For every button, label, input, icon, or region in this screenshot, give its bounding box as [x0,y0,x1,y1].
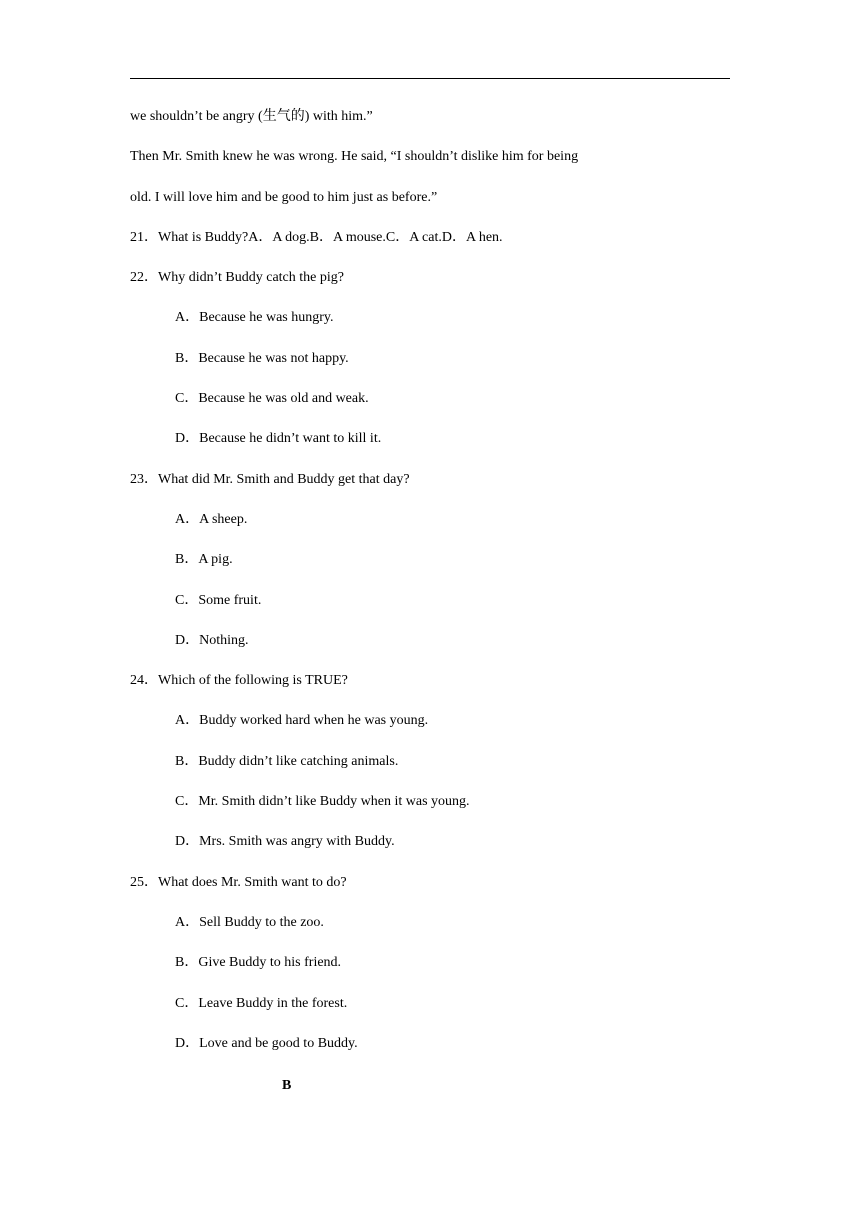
passage-line: we shouldn’t be angry (生气的) with him.” [130,109,373,124]
question-24-option-d: D．Mrs. Smith was angry with Buddy. [175,834,395,850]
section-heading: B [282,1078,292,1093]
question-25-option-b: B．Give Buddy to his friend. [175,955,342,971]
question-25-option-a: A．Sell Buddy to the zoo. [175,914,324,930]
passage-line: Then Mr. Smith knew he was wrong. He said, “I shouldn’t dislike him for being [130,149,579,165]
question-23: 23．What did Mr. Smith and Buddy get that day? [130,471,410,487]
question-22: 22．Why didn’t Buddy catch the pig? [130,270,344,286]
question-22-option-a: A．Because he was hungry. [175,310,334,326]
question-24-option-b: B．Buddy didn’t like catching animals. [175,753,399,769]
passage-line: old. I will love him and be good to him just as before.” [130,189,438,205]
document-body [130,104,730,1071]
question-25-option-c: C．Leave Buddy in the forest. [175,995,348,1011]
question-24-option-a: A．Buddy worked hard when he was young. [175,713,429,729]
question-25-option-d: D．Love and be good to Buddy. [175,1035,358,1051]
question-23-option-c: C．Some fruit. [175,592,262,608]
question-22-option-c: C．Because he was old and weak. [175,391,369,407]
question-24-option-c: C．Mr. Smith didn’t like Buddy when it was young. [175,794,470,810]
question-21: 21．What is Buddy?A．A dog.B．A mouse.C．A cat.D．A hen. [130,229,503,245]
question-23-option-d: D．Nothing. [175,632,249,648]
question-23-option-a: A．A sheep. [175,511,248,527]
header-rule [130,78,730,79]
question-23-option-b: B．A pig. [175,552,233,568]
question-25: 25．What does Mr. Smith want to do? [130,874,347,890]
question-22-option-d: D．Because he didn’t want to kill it. [175,431,382,447]
question-24: 24．Which of the following is TRUE? [130,673,348,689]
question-22-option-b: B．Because he was not happy. [175,350,349,366]
